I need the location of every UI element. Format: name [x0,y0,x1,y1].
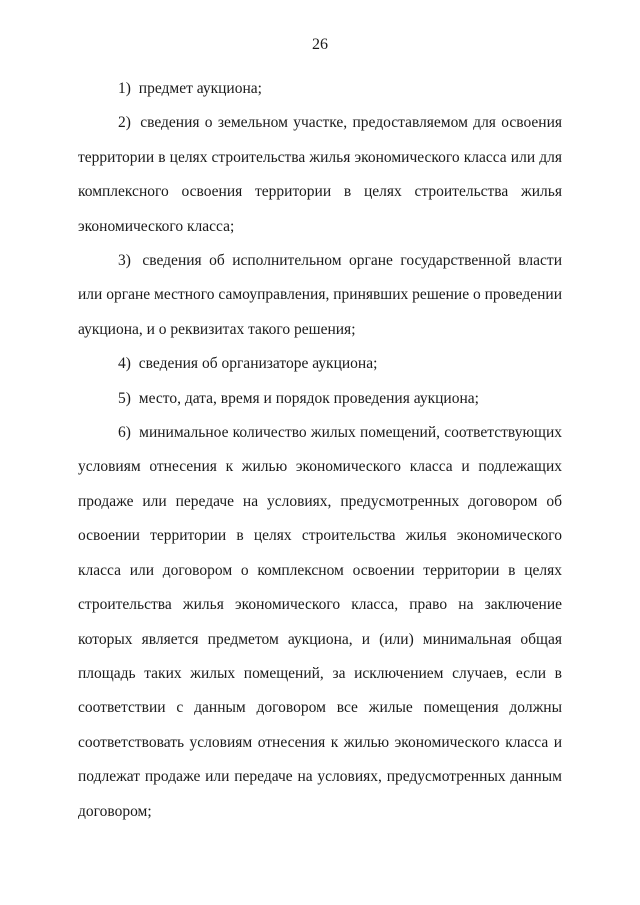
item-number: 5) [118,389,131,407]
item-text: сведения о земельном участке, предоставляемом для освоения территории в целях строительства жилья экономического класса или для комплексного освоения территории в целях строительства жилья экономического класса; [78,114,563,235]
page-number: 26 [312,36,328,53]
list-item-4 [78,347,562,381]
list-item-5 [78,382,562,416]
item-number: 4) [118,355,131,373]
item-text: место, дата, время и порядок проведения аукциона; [138,389,479,407]
list-item-2 [78,106,562,244]
item-text: сведения об организаторе аукциона; [138,355,378,373]
item-text: предмет аукциона; [138,80,262,97]
item-number: 6) [118,424,131,442]
item-number: 2) [118,114,131,132]
item-number: 1) [118,80,131,97]
item-text: минимальное количество жилых помещений, соответствующих условиям отнесения к жилью экономического класса и подлежащих продаже или передаче на условиях, предусмотренных договором об освоении территории в целях строительства жилья экономического класса или договором о комплексном освоении территории в целях строительства жилья экономического класса, право на заключение которых является предметом аукциона, и (или) минимальная общая площадь таких жилых помещений, за исключением случаев, если в соответствии с данным договором все жилые помещения должны соответствовать условиям отнесения к жилью экономического класса и подлежат продаже или передаче на условиях, предусмотренных данным договором; [78,424,563,820]
list-item-3 [78,244,562,347]
item-text: сведения об исполнительном органе государственной власти или органе местного самоуправления, принявших решение о проведении аукциона, и о реквизитах такого решения; [78,252,562,338]
list-item-6 [78,416,562,829]
document-body [78,72,562,829]
list-item-1 [78,72,562,106]
item-number: 3) [118,252,131,270]
